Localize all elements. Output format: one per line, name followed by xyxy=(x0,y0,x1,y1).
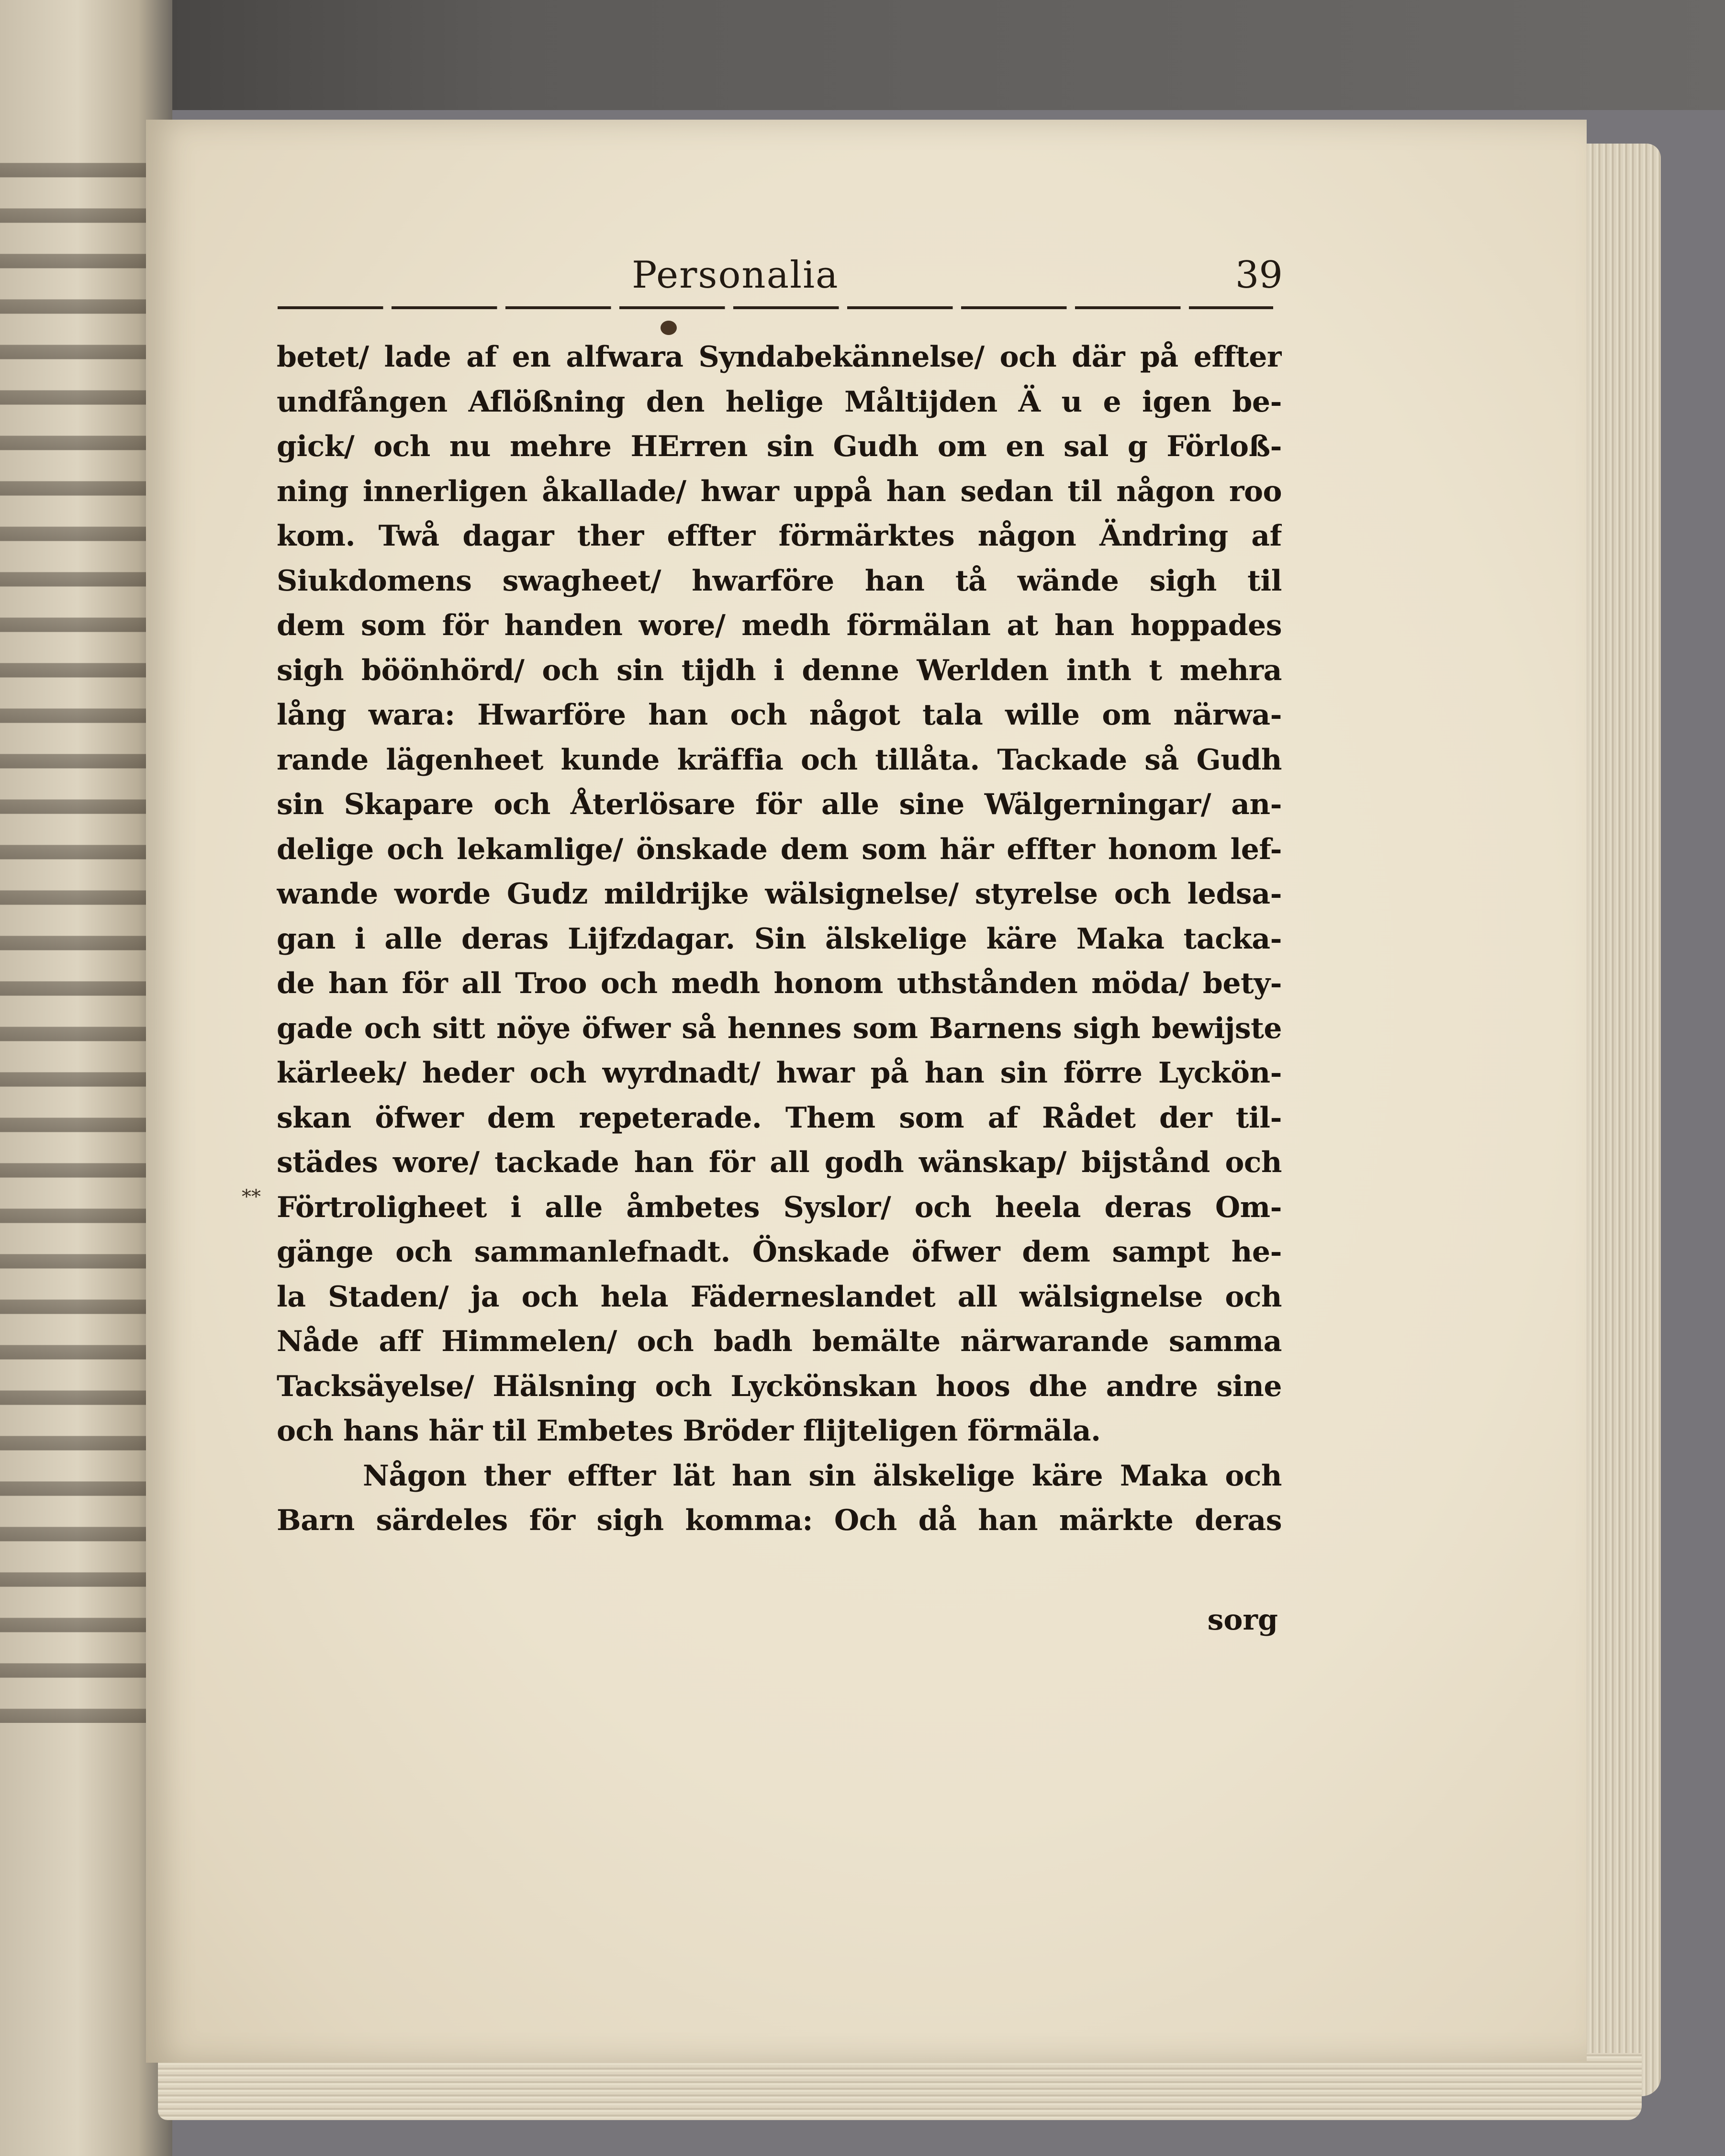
text-line: delige och lekamlige/ önskade dem som här effter honom lef- xyxy=(277,832,1282,866)
text-line: kom. Twå dagar ther effter förmärktes någon Ändring af xyxy=(277,519,1282,553)
text-line: betet/ lade af en alfwara Syndabekännelse/ och där på effter xyxy=(277,340,1282,374)
text-line: de han för all Troo och medh honom uthstånden möda/ bety- xyxy=(277,967,1282,1000)
margin-mark: ** xyxy=(242,1186,261,1208)
page-header xyxy=(632,254,1283,306)
text-line: Nåde aff Himmelen/ och badh bemälte närwarande samma xyxy=(277,1325,1282,1358)
text-line: skan öfwer dem repeterade. Them som af Rådet der til- xyxy=(277,1101,1282,1135)
text-line: undfången Aflößning den helige Måltijden Ä u e igen be- xyxy=(277,385,1282,419)
page-number: 39 xyxy=(1235,254,1283,297)
text-line: Tacksäyelse/ Hälsning och Lyckönskan hoos dhe andre sine xyxy=(277,1369,1282,1403)
running-title: Personalia xyxy=(632,254,839,297)
text-line: gick/ och nu mehre HErren sin Gudh om en sal g Förloß- xyxy=(277,430,1282,463)
header-rule xyxy=(278,306,1273,309)
catchword: sorg xyxy=(1207,1603,1278,1637)
text-line: rande lägenheet kunde kräffia och tillåta. Tackade så Gudh xyxy=(277,743,1282,777)
text-line: lång wara: Hwarföre han och något tala wille om närwa- xyxy=(277,698,1282,732)
text-line: gade och sitt nöye öfwer så hennes som Barnens sigh bewijste xyxy=(277,1011,1282,1045)
body-text xyxy=(277,335,1282,1543)
text-line: sin Skapare och Återlösare för alle sine Wälgerningar/ an- xyxy=(277,788,1282,821)
text-line: gänge och sammanlefnadt. Önskade öfwer dem sampt he- xyxy=(277,1235,1282,1269)
text-line: wande worde Gudz mildrijke wälsignelse/ styrelse och ledsa- xyxy=(277,877,1282,911)
text-line: Barn särdeles för sigh komma: Och då han märkte deras xyxy=(277,1504,1282,1537)
text-line: gan i alle deras Lijfzdagar. Sin älskelige käre Maka tacka- xyxy=(277,922,1282,956)
text-line: städes wore/ tackade han för all godh wänskap/ bijstånd och xyxy=(277,1146,1282,1179)
page-edges-bottom xyxy=(158,2053,1642,2120)
text-line: la Staden/ ja och hela Fäderneslandet all wälsignelse och xyxy=(277,1280,1282,1314)
page-edges-right xyxy=(1575,144,1661,2096)
text-line: dem som för handen wore/ medh förmälan at han hoppades xyxy=(277,609,1282,642)
text-line: sigh böönhörd/ och sin tijdh i denne Werlden inth t mehra xyxy=(277,653,1282,687)
text-line: Siukdomens swagheet/ hwarföre han tå wände sigh til xyxy=(277,564,1282,598)
text-line: ning innerligen åkallade/ hwar uppå han sedan til någon roo xyxy=(277,474,1282,508)
left-page-text-fragment xyxy=(0,144,163,1723)
text-line: kärleek/ heder och wyrdnadt/ hwar på han sin förre Lyckön- xyxy=(277,1056,1282,1090)
ink-stain xyxy=(661,321,677,335)
text-line: Någon ther effter lät han sin älskelige käre Maka och xyxy=(363,1459,1282,1493)
text-line: och hans här til Embetes Bröder flijteligen förmäla. xyxy=(277,1414,1101,1448)
text-line: Förtroligheet i alle åmbetes Syslor/ och heela deras Om- xyxy=(277,1190,1282,1224)
